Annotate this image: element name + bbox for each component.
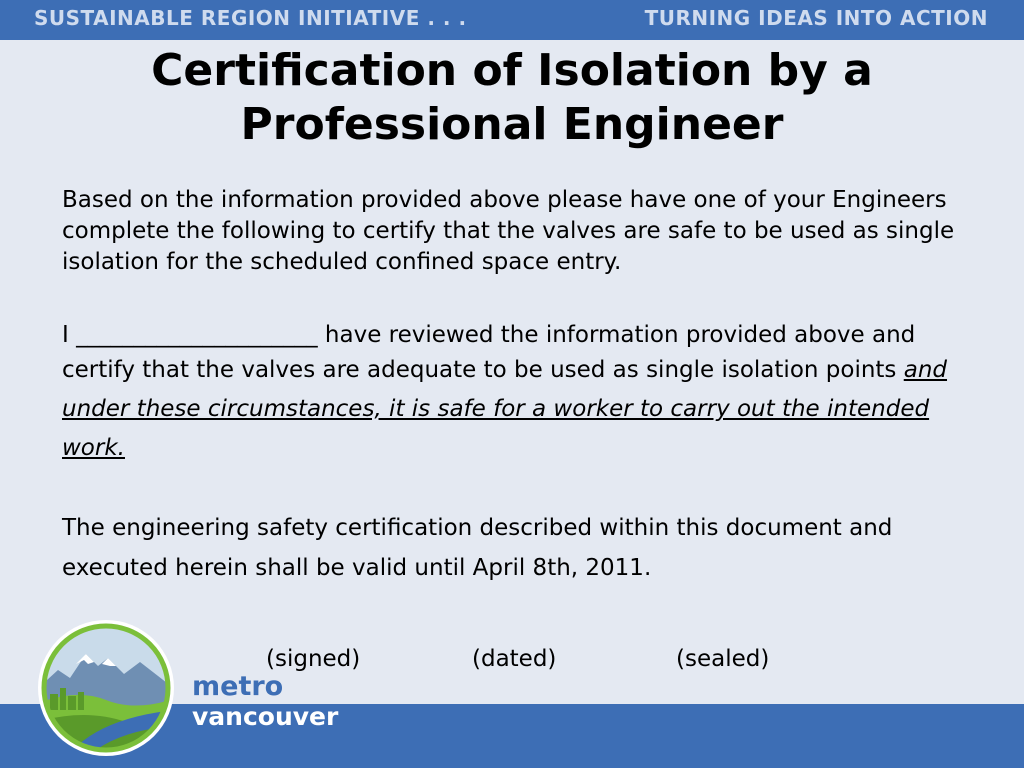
header-bar [0, 0, 1024, 40]
slide-title [0, 44, 1024, 152]
header-left-text: SUSTAINABLE REGION INITIATIVE . . . [34, 6, 467, 30]
validity-paragraph: The engineering safety certification described within this document and executed herein shall be valid until April 8th, 2011. [62, 515, 893, 581]
intro-paragraph: Based on the information provided above please have one of your Engineers complete the following to certify that the valves are safe to be used as single isolation for the scheduled confined space entry. [62, 187, 955, 275]
brand-metro-text: metro [192, 671, 284, 702]
metro-vancouver-logo-icon [36, 618, 176, 758]
dated-label: (dated) [472, 646, 557, 672]
signed-label: (signed) [266, 646, 361, 672]
slide-title-line1: Certification of Isolation by a [151, 45, 873, 96]
header-right-text: TURNING IDEAS INTO ACTION [644, 6, 988, 30]
certification-paragraph [62, 320, 972, 468]
sealed-label: (sealed) [676, 646, 770, 672]
certification-emphasis: and under these circumstances, it is safe for a worker to carry out the intended work. [62, 357, 948, 461]
brand-wordmark [192, 672, 338, 732]
certification-text: I _____________________ have reviewed the information provided above and certify that the valves are adequate to be used as single isolation points [62, 322, 916, 383]
brand-vancouver-text: vancouver [192, 702, 339, 731]
slide-title-line2: Professional Engineer [240, 99, 784, 150]
